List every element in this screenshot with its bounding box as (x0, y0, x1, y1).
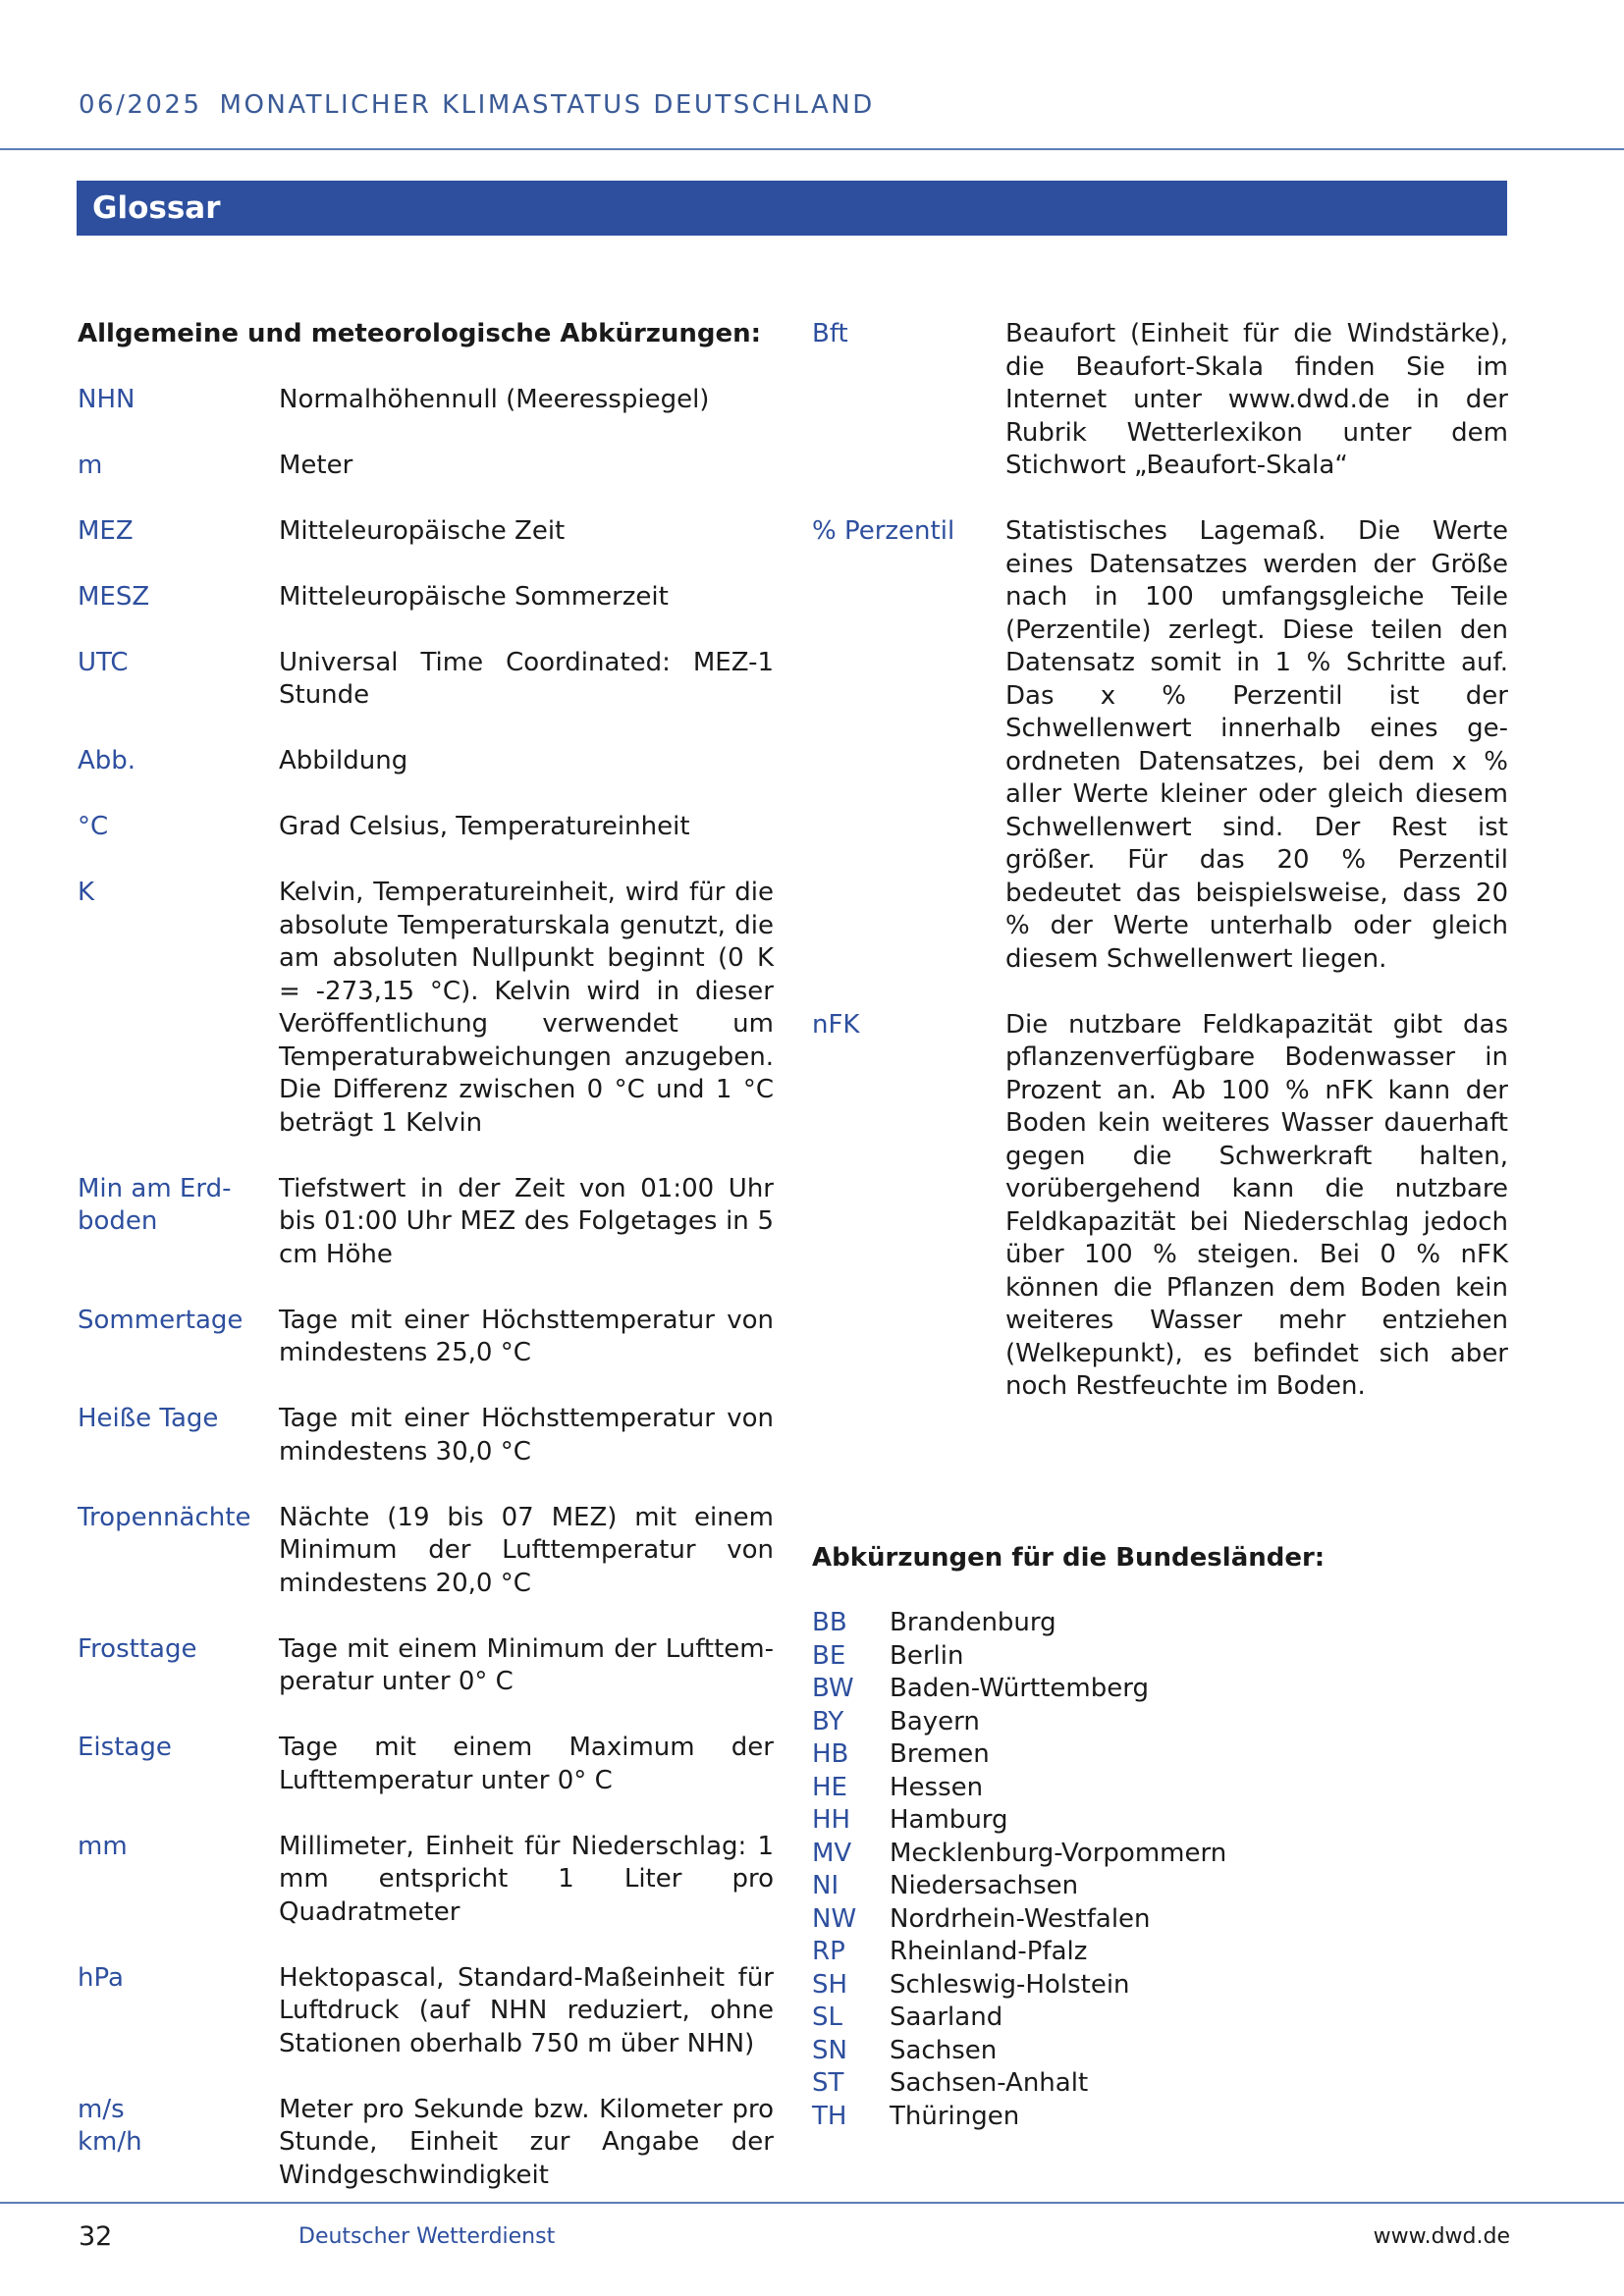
state-row (812, 1936, 1508, 1969)
right-column (812, 318, 1508, 2133)
glossary-entry (78, 1633, 774, 1699)
glossary-entry (78, 2094, 774, 2193)
glossary-term: Bft (812, 319, 848, 348)
issue-date: 06/2025 (79, 90, 202, 120)
state-name: Berlin (890, 1640, 964, 1671)
state-name: Hessen (890, 1772, 984, 1802)
state-row (812, 2035, 1508, 2068)
left-column (78, 318, 774, 2225)
glossary-entry (78, 1831, 774, 1930)
state-name: Mecklenburg-Vorpommern (890, 1838, 1227, 1868)
header-divider (0, 148, 1624, 150)
state-abbreviation: BY (812, 1706, 844, 1736)
publication-title: MONATLICHER KLIMASTATUS DEUTSCHLAND (219, 90, 875, 120)
state-name: Baden-Württemberg (890, 1674, 1149, 1703)
state-name: Nordrhein-Westfalen (890, 1903, 1151, 1934)
glossary-definition: Universal Time Coordinated: MEZ-1 Stunde (279, 647, 774, 710)
glossary-term: mm (78, 1831, 128, 1861)
glossary-definition: Tage mit einer Höchsttemperatur von mindestens 25,0 °C (279, 1305, 774, 1367)
glossary-term: Frosttage (78, 1633, 197, 1664)
glossary-definition: Die nutzbare Feldkapazität gibt das pflanzenverfügbare Bodenwasser in Prozent an. Ab 100 % nFK kann der Boden kein weiteres Wasser dauerhaft gegen die Schwerkraft halten, vorübergehend kann die nutzbare Feldkapazität bei Niederschlag jedoch über 100 % steigen. Bei 0 % nFK können die Pflanzen dem Boden kein weiteres Wasser mehr entziehen (Welkepunkt), es befindet sich aber noch Restfeuchte im Boden. (1005, 1009, 1508, 1401)
glossary-term: MESZ (78, 581, 150, 612)
state-name: Saarland (890, 2002, 1003, 2032)
state-abbreviation: BE (812, 1640, 846, 1671)
glossary-entry (78, 811, 774, 844)
glossary-term: m/s km/h (78, 2094, 142, 2157)
state-abbreviation: RP (812, 1937, 845, 1966)
glossary-definition: Beaufort (Einheit für die Windstärke), die Beaufort-Skala finden Sie im Internet unter www.dwd.de in der Rubrik Wetterlexikon unter dem Stichwort „Beaufort-Skala“ (1005, 319, 1508, 480)
state-abbreviation: SN (812, 2035, 847, 2065)
state-abbreviation: HH (812, 1805, 851, 1835)
glossary-definition: Normalhöhennull (Meeresspiegel) (279, 384, 710, 414)
glossary-term: Heiße Tage (78, 1404, 219, 1433)
state-row (812, 2067, 1508, 2101)
glossary-term: nFK (812, 1009, 860, 1040)
state-name: Schleswig-Holstein (890, 1969, 1130, 2000)
state-row (812, 2002, 1508, 2035)
states-list (812, 1607, 1508, 2133)
glossary-term: UTC (78, 647, 129, 677)
glossary-entry (78, 384, 774, 417)
section-title: Glossar (92, 190, 221, 226)
state-row (812, 1738, 1508, 1772)
glossary-term: hPa (78, 1962, 124, 1993)
state-abbreviation: SL (812, 2002, 842, 2032)
glossary-definition: Tage mit einer Höchsttemperatur von mindestens 30,0 °C (279, 1404, 774, 1467)
glossary-entry (78, 1305, 774, 1370)
general-abbreviations-list (78, 384, 774, 2193)
glossary-entry (78, 450, 774, 483)
glossary-definition: Hektopascal, Standard-Maßeinheit für Luftdruck (auf NHN reduziert, ohne Stationen oberhalb 750 m über NHN) (279, 1962, 774, 2058)
glossary-definition: Tiefstwert in der Zeit von 01:00 Uhr bis 01:00 Uhr MEZ des Folgetages in 5 cm Höhe (279, 1173, 774, 1269)
state-abbreviation: ST (812, 2068, 844, 2098)
glossary-definition: Meter pro Sekunde bzw. Kilometer pro Stunde, Einheit zur Angabe der Windgeschwindigkeit (279, 2094, 774, 2190)
state-name: Niedersachsen (890, 1871, 1079, 1900)
state-abbreviation: MV (812, 1838, 852, 1868)
page-header (79, 90, 875, 120)
glossary-entry (812, 318, 1508, 483)
glossary-term: Abb. (78, 746, 136, 775)
state-row (812, 1903, 1508, 1937)
page-number: 32 (79, 2221, 113, 2252)
right-glossary-list (812, 318, 1508, 1404)
glossary-definition: Grad Celsius, Temperatureinheit (279, 812, 690, 841)
state-abbreviation: NI (812, 1871, 839, 1900)
state-row (812, 1706, 1508, 1739)
state-row (812, 2101, 1508, 2134)
glossary-term: K (78, 878, 95, 907)
glossary-entry (78, 515, 774, 549)
state-name: Sachsen-Anhalt (890, 2068, 1089, 2098)
glossary-definition: Tage mit einem Maximum der Lufttemperatur unter 0° C (279, 1733, 774, 1795)
glossary-entry (78, 1502, 774, 1601)
glossary-term: Sommertage (78, 1305, 244, 1335)
state-row (812, 1838, 1508, 1871)
state-abbreviation: BB (812, 1608, 847, 1637)
state-abbreviation: NW (812, 1903, 857, 1934)
state-name: Thüringen (890, 2101, 1020, 2131)
glossary-entry (78, 581, 774, 614)
states-heading: Abkürzungen für die Bundesländer: (812, 1542, 1326, 1573)
state-abbreviation: HB (812, 1739, 849, 1769)
glossary-entry (78, 1403, 774, 1468)
state-name: Hamburg (890, 1805, 1008, 1835)
glossary-term: Tropennächte (78, 1502, 251, 1532)
state-row (812, 1772, 1508, 1805)
glossary-definition: Meter (279, 450, 353, 480)
glossary-term: Min am Erdboden (78, 1173, 232, 1236)
state-row (812, 1969, 1508, 2002)
glossary-term: MEZ (78, 515, 134, 546)
state-row (812, 1607, 1508, 1640)
glossary-entry (812, 1009, 1508, 1404)
glossary-term: m (78, 450, 103, 480)
glossary-definition: Statistisches Lagemaß. Die Werte eines Datensatzes werden der Größe nach in 100 umfangsgleiche Teile (Perzentile) zerlegt. Diese teilen den Datensatz somit in 1 % Schritte auf. Das x % Perzentil ist der Schwellenwert innerhalb eines geordneten Datensatzes, bei dem x % aller Werte kleiner oder gleich diesem Schwellenwert sind. Der Rest ist größer. Für das 20 % Perzentil bedeutet das beispielsweise, dass 20 % der Werte unterhalb oder gleich diesem Schwellenwert liegen. (1005, 516, 1508, 974)
footer-organization: Deutscher Wetterdienst (298, 2224, 556, 2249)
state-abbreviation: BW (812, 1674, 854, 1703)
state-row (812, 1673, 1508, 1706)
glossary-definition: Abbildung (279, 746, 408, 775)
state-name: Bayern (890, 1706, 980, 1736)
general-abbreviations-heading: Allgemeine und meteorologische Abkürzungen: (78, 319, 762, 348)
section-title-bar (77, 181, 1507, 236)
glossary-definition: Mitteleuropäische Sommerzeit (279, 581, 669, 612)
state-name: Sachsen (890, 2035, 998, 2065)
glossary-definition: Kelvin, Temperatureinheit, wird für die absolute Temperaturskala genutzt, die am absoluten Nullpunkt beginnt (0 K = -273,15 °C). Kelvin wird in dieser Veröffentlichung verwendet um Temperaturabweichungen anzugeben. Die Differenz zwischen 0 °C und 1 °C beträgt 1 Kelvin (279, 878, 774, 1138)
state-abbreviation: HE (812, 1772, 847, 1802)
glossary-definition: Nächte (19 bis 07 MEZ) mit einem Minimum der Lufttemperatur von mindestens 20,0 °C (279, 1502, 774, 1598)
glossary-entry (78, 1173, 774, 1272)
glossary-entry (78, 647, 774, 713)
state-name: Brandenburg (890, 1608, 1056, 1637)
glossary-definition: Millimeter, Einheit für Niederschlag: 1 mm entspricht 1 Liter pro Quadratmeter (279, 1831, 774, 1927)
state-row (812, 1870, 1508, 1903)
glossary-term: Eistage (78, 1733, 172, 1762)
glossary-entry (78, 1962, 774, 2061)
glossary-definition: Tage mit einem Minimum der Lufttemperatur unter 0° C (279, 1633, 774, 1696)
glossary-entry (812, 515, 1508, 976)
glossary-entry (78, 877, 774, 1140)
footer-url[interactable]: www.dwd.de (1373, 2224, 1510, 2249)
state-row (812, 1640, 1508, 1674)
glossary-term: °C (78, 812, 109, 841)
state-row (812, 1804, 1508, 1838)
state-abbreviation: TH (812, 2101, 847, 2131)
glossary-entry (78, 745, 774, 778)
state-name: Rheinland-Pfalz (890, 1937, 1088, 1966)
state-name: Bremen (890, 1739, 990, 1769)
glossary-term: NHN (78, 384, 135, 414)
footer-divider (0, 2202, 1624, 2204)
state-abbreviation: SH (812, 1969, 848, 2000)
glossary-term: % Perzentil (812, 516, 955, 546)
glossary-definition: Mitteleuropäische Zeit (279, 515, 566, 546)
glossary-entry (78, 1732, 774, 1797)
